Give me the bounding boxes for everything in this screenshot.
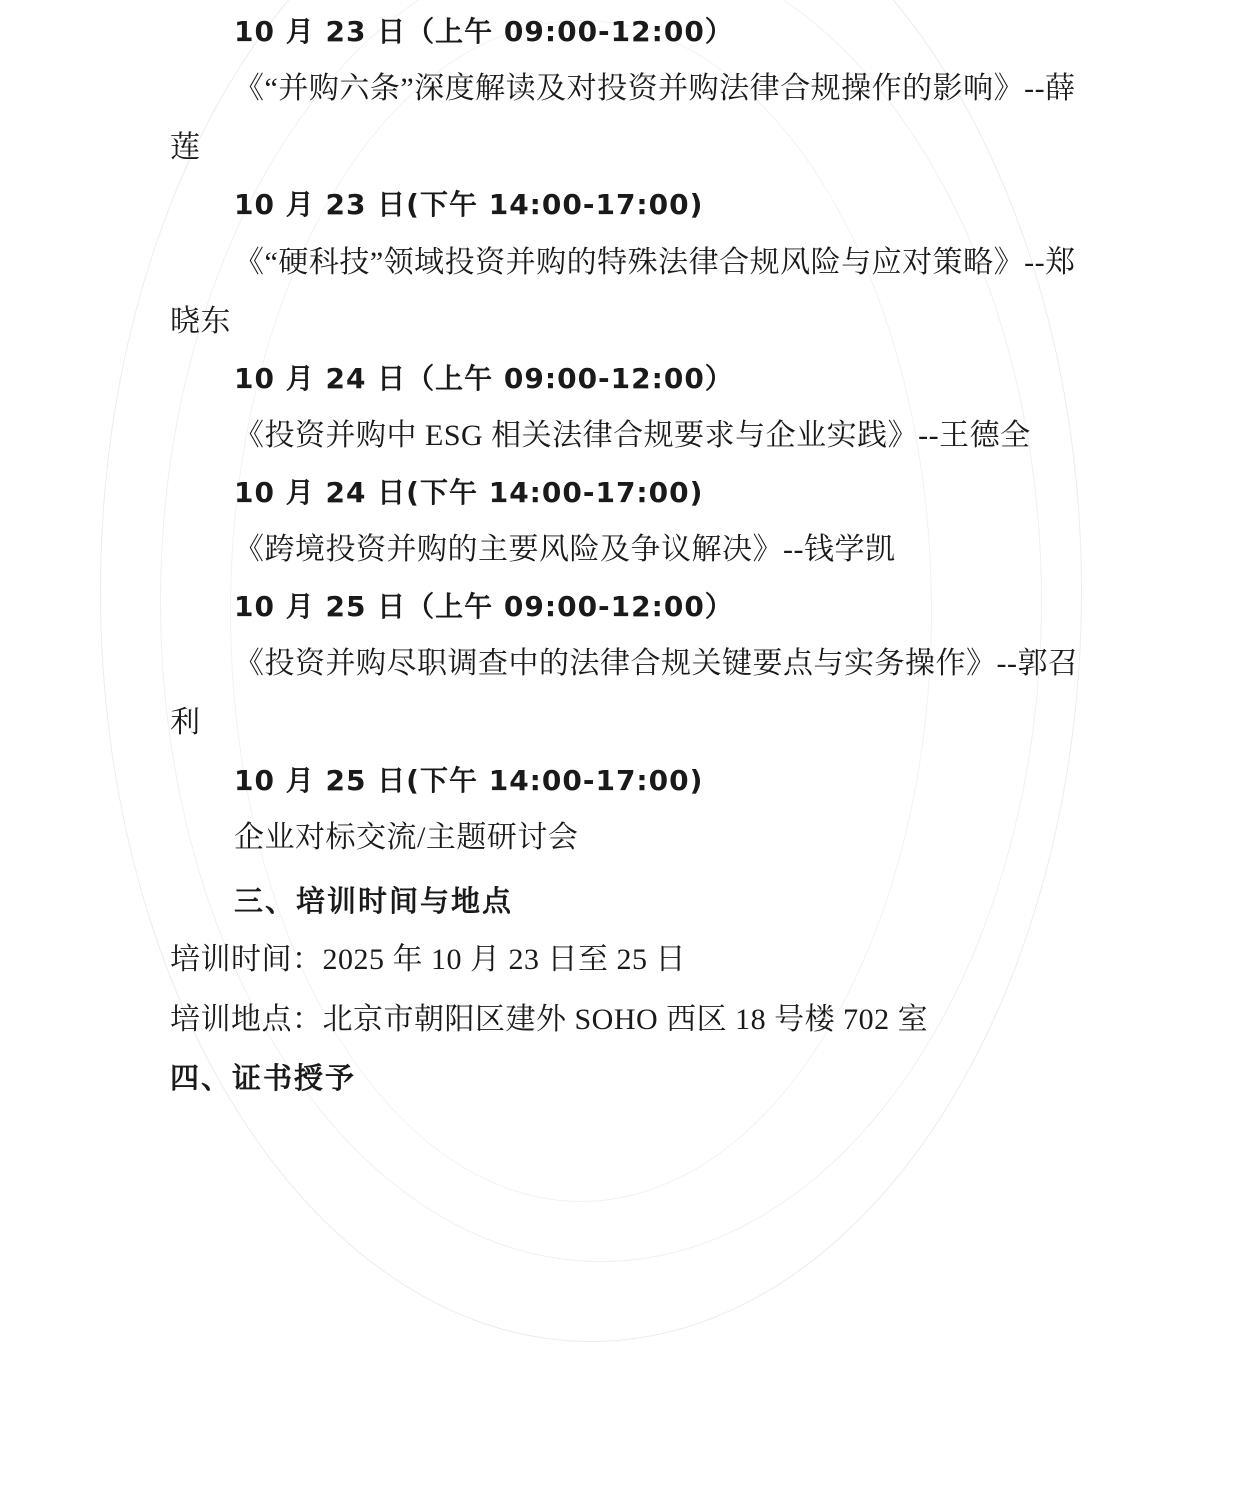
training-time-line: 培训时间：2025 年 10 月 23 日至 25 日 bbox=[170, 942, 686, 976]
session-topic-3: 《投资并购中 ESG 相关法律合规要求与企业实践》--王德全 bbox=[234, 418, 1031, 452]
session-date-6: 10 月 25 日(下午 14:00-17:00) bbox=[234, 763, 704, 797]
session-date-5: 10 月 25 日（上午 09:00-12:00） bbox=[234, 590, 734, 624]
session-topic-5: 《投资并购尽职调查中的法律合规关键要点与实务操作》--郭召利 bbox=[170, 647, 1079, 740]
session-topic-2: 《“硬科技”领域投资并购的特殊法律合规风险与应对策略》--郑晓东 bbox=[170, 245, 1076, 338]
session-topic-1: 《“并购六条”深度解读及对投资并购法律合规操作的影响》--薛莲 bbox=[170, 72, 1076, 165]
section-heading-three: 三、培训时间与地点 bbox=[234, 883, 514, 918]
session-topic-6: 企业对标交流/主题研讨会 bbox=[234, 820, 579, 854]
session-date-2: 10 月 23 日(下午 14:00-17:00) bbox=[234, 188, 704, 222]
session-date-1: 10 月 23 日（上午 09:00-12:00） bbox=[234, 15, 734, 48]
section-heading-four: 四、证书授予 bbox=[170, 1060, 357, 1095]
training-place-line: 培训地点：北京市朝阳区建外 SOHO 西区 18 号楼 702 室 bbox=[170, 1002, 929, 1036]
session-date-4: 10 月 24 日(下午 14:00-17:00) bbox=[234, 475, 704, 509]
session-topic-4: 《跨境投资并购的主要风险及争议解决》--钱学凯 bbox=[234, 533, 896, 567]
session-date-3: 10 月 24 日（上午 09:00-12:00） bbox=[234, 361, 734, 395]
